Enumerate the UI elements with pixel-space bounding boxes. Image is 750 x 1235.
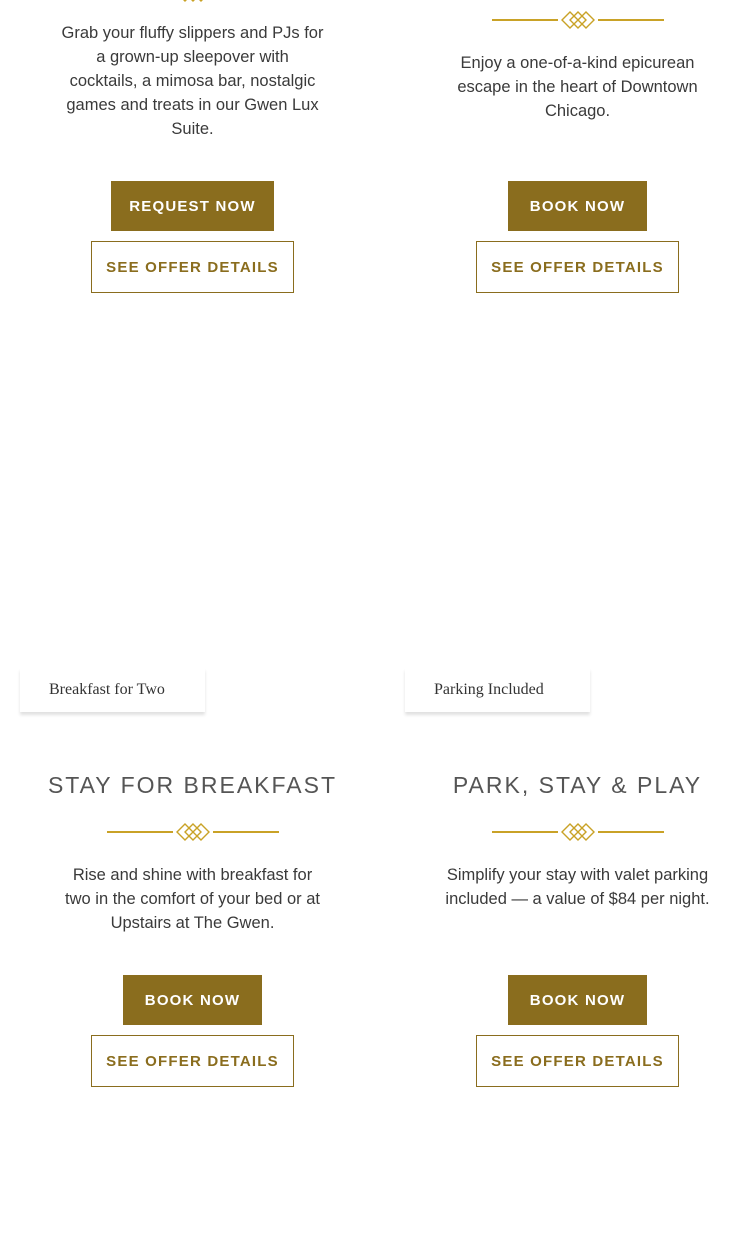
book-now-button[interactable]: BOOK NOW xyxy=(508,181,647,231)
see-offer-details-button[interactable]: SEE OFFER DETAILS xyxy=(476,241,679,293)
offer-description: Enjoy a one-of-a-kind epicurean escape in the heart of Downtown Chicago. xyxy=(457,54,698,120)
see-offer-details-button[interactable]: SEE OFFER DETAILS xyxy=(476,1035,679,1087)
book-now-button[interactable]: BOOK NOW xyxy=(123,975,262,1025)
ornament-divider-icon xyxy=(492,9,664,31)
ornament-divider-icon xyxy=(107,0,279,4)
see-offer-details-button[interactable]: SEE OFFER DETAILS xyxy=(91,1035,294,1087)
offer-description: Rise and shine with breakfast for two in the comfort of your bed or at Upstairs at The Gwen. xyxy=(65,866,320,932)
offer-image xyxy=(20,320,365,720)
ornament-divider-icon xyxy=(492,821,664,843)
ornament-divider-icon xyxy=(107,821,279,843)
offer-tag: Parking Included xyxy=(405,668,590,712)
offer-title: STAY FOR BREAKFAST xyxy=(47,772,338,798)
offer-title: PARK, STAY & PLAY xyxy=(452,772,703,798)
book-now-button[interactable]: BOOK NOW xyxy=(508,975,647,1025)
offer-card-park-stay-play xyxy=(385,300,750,1120)
offer-card-slumber-party xyxy=(0,0,385,300)
offer-description: Simplify your stay with valet parking included — a value of $84 per night. xyxy=(445,866,710,908)
offer-card-epicurean xyxy=(385,0,750,300)
see-offer-details-button[interactable]: SEE OFFER DETAILS xyxy=(91,241,294,293)
request-now-button[interactable]: REQUEST NOW xyxy=(111,181,274,231)
offer-image xyxy=(405,320,730,720)
offer-tag: Breakfast for Two xyxy=(20,668,205,712)
offer-description: Grab your fluffy slippers and PJs for a grown-up sleepover with cocktails, a mimosa bar, nostalgic games and treats in our Gwen Lux Suite. xyxy=(61,24,324,138)
offer-card-stay-for-breakfast xyxy=(0,300,385,1120)
